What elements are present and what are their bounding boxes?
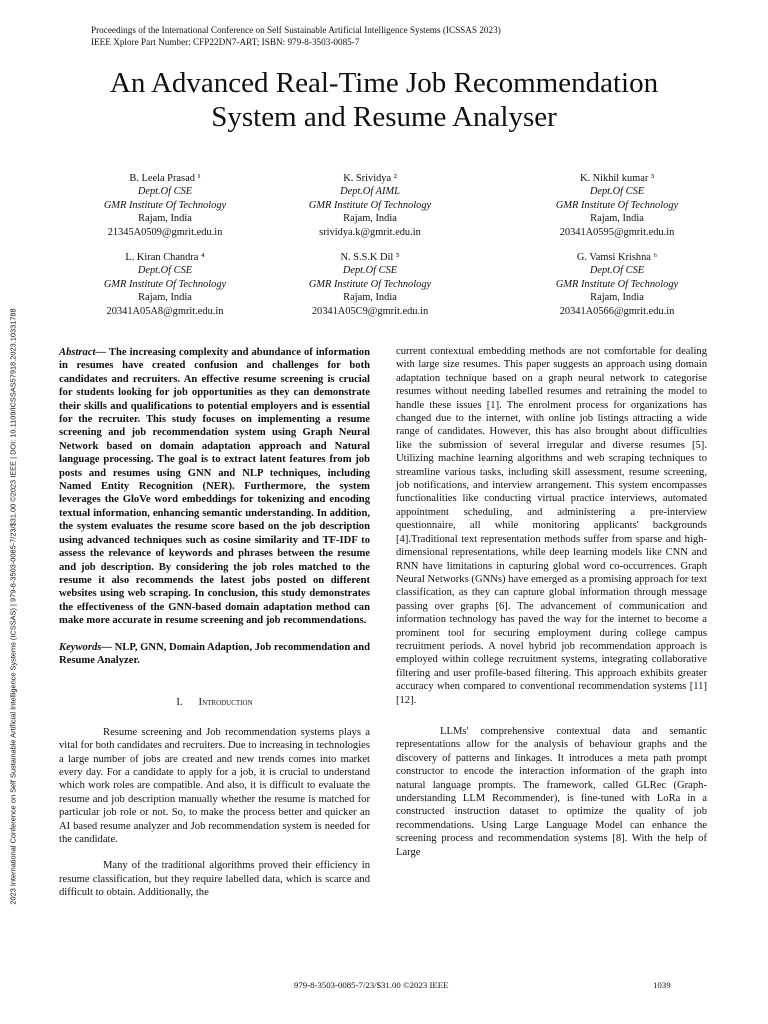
abstract-text: The increasing complexity and abundance of information in resumes have created confusion and challenges for both candidates and recruiters. An effective resume screening is crucial for students looking for job opportunities as they can demonstrate their skills and qualifications to potential employers and is essential for the recruiter. This study focuses on implementing a resume screening and job recommendation system using Graph Neural Network based on domain adaptation approach and Natural language processing. The goal is to extract latent features from job posts and resumes using GNN and NLP techniques, including Named Entity Recognition (NER). Furthermore, the system leverages the GloVe word embeddings for tokenizing and encoding textual information, enhancing semantic understanding. In addition, the system evaluates the resume score based on the job description using advanced techniques such as cosine similarity and TF-IDF to assess the relevance of keywords and phrases between the resume and job description. By considering the job roles matched to the resume it also recommends the latest jobs posted on different websites using web scraping. In conclusion, this study demonstrates the effectiveness of the GNN-based domain adaptation method can make more accurate in resume screening and job recommendations.	[59, 347, 370, 627]
author-email: 20341A05C9@gmrit.edu.in	[311, 305, 429, 317]
page-number: 1039	[653, 980, 671, 990]
author-name: L. Kiran Chandra ⁴	[125, 252, 205, 263]
author-email: srividya.k@gmrit.edu.in	[319, 226, 421, 238]
body-paragraph: Resume screening and Job recommendation systems plays a vital for both candidates and recruiters. Due to increasing in technologies a large number of jobs are created and new trends comes into market every day. For a candidate to apply for a job, it is crucial to understand which work roles are compatible. And also, it is difficult to evaluate the resume and job description manually whether the resume is matched for particular job role or not. So, to make the process better and quicker an AI based resume analyzer and Job recommendation system is needed for the candidate.	[59, 726, 370, 845]
author-name: G. Vamsi Krishna ⁶	[576, 252, 658, 263]
abstract-label: Abstract—	[59, 347, 107, 358]
author-block-5	[275, 251, 465, 318]
doi-sidebar: 2023 International Conference on Self Sustainable Artificial Intelligence Systems (ICSSAS) | 979-8-3503-0085-7/23/$31.00 ©2023 IEEE | DOI: 10.1109/ICSSAS57918.2023.10331788	[8, 308, 18, 905]
author-name: K. Nikhil kumar ³	[579, 173, 655, 184]
running-header	[91, 24, 501, 48]
author-dept: Dept.Of CSE	[137, 265, 193, 277]
author-institute: GMR Institute Of Technology	[103, 278, 227, 290]
body-paragraph: Many of the traditional algorithms proved their efficiency in resume classification, but they require labelled data, which is scarce and difficult to obtain. Additionally, the	[59, 860, 370, 899]
body-paragraph: LLMs' comprehensive contextual data and semantic representations allow for the analysis of behaviour graphs and the discovery of patterns and linkages. It introduces a meta path prompt constructor to encode the interaction information of the graph into natural language prompts. The framework, called GLRec (Graph-understanding LLM Recommender), is fine-tuned with LoRa in a constructed instruction dataset to optimize the quality of job recommendations. Using Large Language Model can enhance the screening process and recommendation systems [8]. With the help of Large	[396, 725, 707, 858]
author-institute: GMR Institute Of Technology	[103, 199, 227, 211]
abstract	[59, 346, 370, 628]
author-dept: Dept.Of CSE	[589, 186, 645, 198]
author-location: Rajam, India	[590, 292, 644, 304]
author-block-4	[70, 251, 260, 318]
right-column	[396, 345, 707, 859]
header-line-2: IEEE Xplore Part Number: CFP22DN7-ART; ISBN: 979-8-3503-0085-7	[91, 37, 360, 47]
author-location: Rajam, India	[138, 292, 192, 304]
author-location: Rajam, India	[590, 213, 644, 225]
author-block-6	[522, 251, 712, 318]
author-institute: GMR Institute Of Technology	[308, 199, 432, 211]
author-name: B. Leela Prasad ¹	[129, 173, 201, 184]
author-institute: GMR Institute Of Technology	[555, 199, 679, 211]
author-name: N. S.S.K Dil ⁵	[340, 252, 400, 263]
author-block-1	[70, 172, 260, 239]
keywords	[59, 641, 370, 668]
section-heading	[59, 696, 370, 709]
author-email: 20341A0566@gmrit.edu.in	[559, 305, 675, 317]
author-dept: Dept.Of AIML	[340, 186, 400, 198]
author-location: Rajam, India	[343, 213, 397, 225]
author-location: Rajam, India	[138, 213, 192, 225]
title-line-2: System and Resume Analyser	[211, 101, 557, 133]
body-paragraph: current contextual embedding methods are not comfortable for dealing with large size resumes. This paper suggests an approach using domain adaptation technique based on a graph neural network to categorise resumes without needing labelled resumes and retraining the model to handle these issues [1]. The enrolment process for organizations has changed due to the internet, with online job listings attracting a wide range of candidates. However, this has also brought about difficulties like the submission of several irregular and diverse resumes [5]. Utilizing machine learning algorithms and web scraping techniques to streamline various tasks, including skill assessment, resume screening, job notifications, and interview arrangement. This system encompasses functionalities like conducting virtual practice interviews, automated appointment scheduling, and administering a pre-interview questionnaire, all while monitoring applicants' backgrounds [4].Traditional text representation methods suffer from sparse and high-dimensional representations, while deep learning models like CNN and RNN have limitations in capturing global word co-occurrences. Graph Neural Networks (GNNs) have emerged as a promising approach for text classification, as they can capture global information through message passing over graphs [6]. The advancement of communication and information technology has paved the way for the internet to become a prominent tool for securing employment during college campus recruitment periods. A novel hybrid job recommendation approach is employed within college recruitment systems, integrating collaborative filtering and user profile-based filtering. This approach exhibits greater accuracy when compared to conventional recommendation systems [11][12].	[396, 346, 707, 706]
section-number: I.	[176, 697, 183, 709]
author-dept: Dept.Of CSE	[342, 265, 398, 277]
keywords-label: Keywords—	[59, 641, 112, 653]
title-line-1: An Advanced Real-Time Job Recommendation	[109, 67, 659, 99]
author-name: K. Srividya ²	[343, 173, 397, 184]
footer-copyright: 979-8-3503-0085-7/23/$31.00 ©2023 IEEE	[294, 980, 449, 990]
author-institute: GMR Institute Of Technology	[308, 278, 432, 290]
author-email: 21345A0509@gmrit.edu.in	[107, 226, 223, 238]
author-location: Rajam, India	[343, 292, 397, 304]
keywords-text: NLP, GNN, Domain Adaption, Job recommendation and Resume Analyzer.	[59, 641, 370, 666]
author-email: 20341A05A8@gmrit.edu.in	[106, 305, 224, 317]
author-dept: Dept.Of CSE	[137, 186, 193, 198]
author-institute: GMR Institute Of Technology	[555, 278, 679, 290]
header-line-1: Proceedings of the International Conference on Self Sustainable Artificial Intelligence Systems (ICSSAS 2023)	[91, 25, 501, 35]
author-block-3	[522, 172, 712, 239]
left-column	[59, 346, 370, 900]
section-title: Introduction	[198, 697, 253, 709]
author-dept: Dept.Of CSE	[589, 265, 645, 277]
author-block-2	[275, 172, 465, 239]
paper-title	[60, 66, 708, 134]
author-email: 20341A0595@gmrit.edu.in	[559, 226, 675, 238]
